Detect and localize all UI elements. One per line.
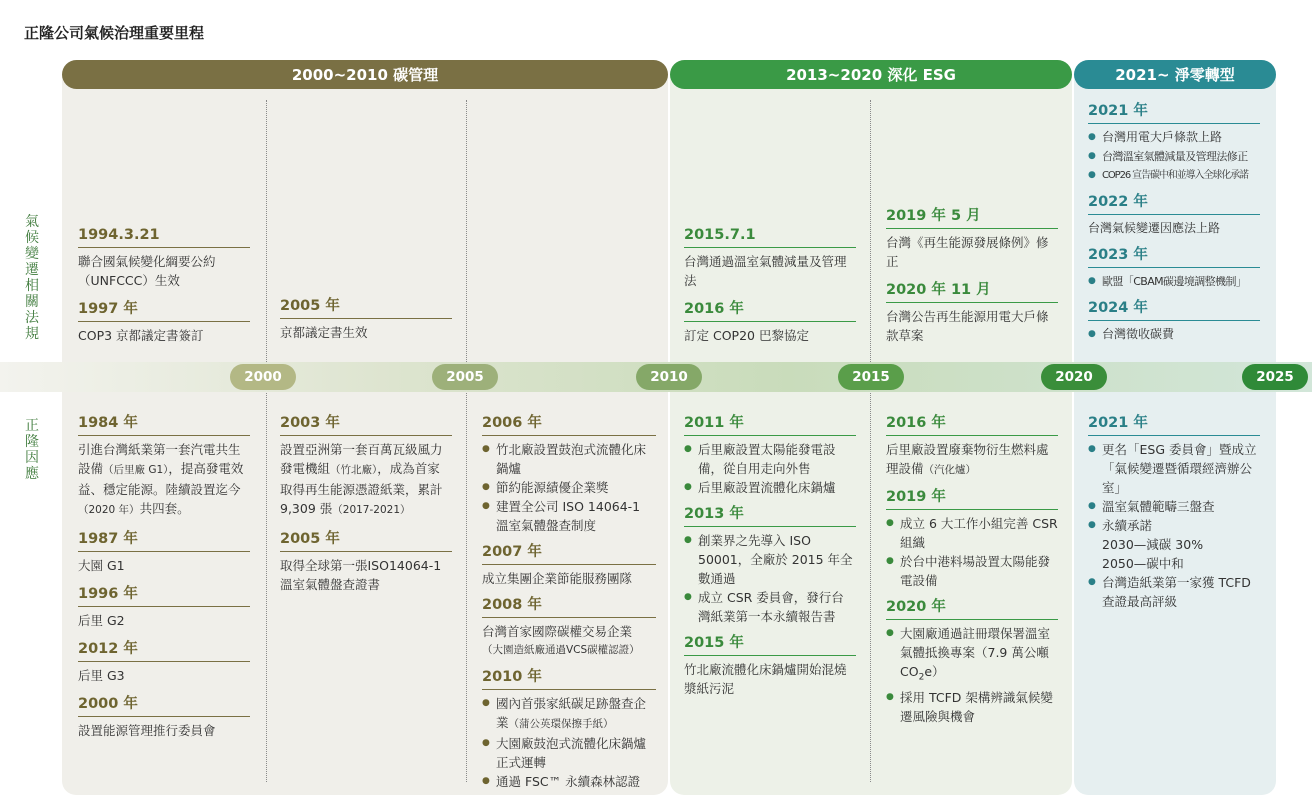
event-text: 設置能源管理推行委員會 [78, 723, 216, 738]
list-item: ● 成立 6 大工作小組完善 CSR 組織 [886, 514, 1058, 552]
timeline-year-2015: 2015 [838, 364, 904, 390]
event-list [482, 694, 656, 791]
resp-column-3 [482, 414, 656, 791]
event-year: 2008 年 [482, 596, 656, 618]
event-year: 2019 年 [886, 488, 1058, 510]
event-text: 后里 G2 [78, 613, 125, 628]
list-item: ● 成立 CSR 委員會，發行台灣紙業第一本永續報告書 [684, 588, 856, 626]
event-year: 2016 年 [886, 414, 1058, 436]
list-item: ● 竹北廠設置鼓泡式流體化床鍋爐 [482, 440, 656, 478]
list-item: ● 節約能源績優企業獎 [482, 478, 656, 497]
timeline-year-2025: 2025 [1242, 364, 1308, 390]
event-year: 2023 年 [1088, 246, 1260, 268]
resp-column-5 [886, 414, 1058, 726]
event-list [886, 624, 1058, 726]
reg-column-4 [684, 226, 856, 345]
list-item: ● 台灣造紙業第一家獲 TCFD 查證最高評級 [1088, 573, 1260, 611]
event-year: 1996 年 [78, 585, 250, 607]
event-list [1088, 325, 1260, 344]
event-year: 2024 年 [1088, 299, 1260, 321]
column-divider [466, 100, 467, 782]
list-item: ● 於台中港料場設置太陽能發電設備 [886, 552, 1058, 590]
event-text: 台灣首家國際碳權交易企業 [482, 624, 633, 639]
event-list [482, 440, 656, 535]
era-header-net-zero: 2021~ 淨零轉型 [1074, 60, 1276, 89]
column-divider [266, 100, 267, 782]
event-year: 2021 年 [1088, 414, 1260, 436]
resp-column-1 [78, 414, 250, 740]
event-year: 2005 年 [280, 530, 452, 552]
event-text: 竹北廠流體化床鍋爐開始混燒漿紙污泥 [684, 662, 847, 696]
event-year: 2000 年 [78, 695, 250, 717]
reg-column-5 [886, 207, 1058, 345]
side-label-response: 正隆因應 [25, 418, 39, 482]
list-item: ● 后里廠設置流體化床鍋爐 [684, 478, 856, 497]
timeline-year-2020: 2020 [1041, 364, 1107, 390]
event-year: 2016 年 [684, 300, 856, 322]
event-year: 2011 年 [684, 414, 856, 436]
page-title: 正隆公司氣候治理重要里程 [24, 24, 205, 42]
event-list [1088, 272, 1260, 291]
event-year: 2005 年 [280, 297, 452, 319]
list-item: ● 採用 TCFD 架構辨識氣候變遷風險與機會 [886, 688, 1058, 726]
commitment-2050: 2050—碳中和 [1102, 556, 1184, 571]
event-year: 2015 年 [684, 634, 856, 656]
event-year: 2015.7.1 [684, 226, 856, 248]
event-list [1088, 128, 1260, 185]
resp-column-6 [1088, 414, 1260, 611]
event-text: 京都議定書生效 [280, 325, 368, 340]
event-year: 2010 年 [482, 668, 656, 690]
event-year: 2007 年 [482, 543, 656, 565]
timeline-year-2000: 2000 [230, 364, 296, 390]
event-text: 台灣《再生能源發展條例》修正 [886, 235, 1049, 269]
event-year: 1984 年 [78, 414, 250, 436]
era-header-deepen-esg: 2013~2020 深化 ESG [670, 60, 1072, 89]
column-divider [870, 100, 871, 782]
event-year: 2022 年 [1088, 193, 1260, 215]
event-year: 2020 年 11 月 [886, 281, 1058, 303]
event-text: 后里 G3 [78, 668, 125, 683]
resp-column-2 [280, 414, 452, 594]
event-text: COP3 京都議定書簽訂 [78, 328, 204, 343]
event-list [684, 440, 856, 497]
event-note: （大園造紙廠通過VCS碳權認證） [482, 644, 640, 656]
event-list [1088, 440, 1260, 611]
resp-column-4 [684, 414, 856, 698]
event-year: 2019 年 5 月 [886, 207, 1058, 229]
list-item: ● 歐盟「CBAM碳邊境調整機制」 [1088, 272, 1260, 291]
reg-column-2 [280, 297, 452, 342]
event-text: 大園 G1 [78, 558, 125, 573]
list-item: ● 台灣用電大戶條款上路 [1088, 128, 1260, 147]
event-text: 后里廠設置廢棄物衍生燃料處理設備（汽化爐） [886, 442, 1049, 476]
list-item: ● 更名「ESG 委員會」暨成立「氣候變遷暨循環經濟辦公室」 [1088, 440, 1260, 497]
reg-column-1 [78, 226, 250, 345]
era-header-carbon-management: 2000~2010 碳管理 [62, 60, 668, 89]
event-text: 設置亞洲第一套百萬瓦級風力發電機組（竹北廠），成為首家取得再生能源憑證紙業，累計 9,309 張（2017-2021） [280, 442, 443, 516]
list-item: ● 大園廠通過註冊環保署溫室氣體抵換專案（7.9 萬公噸 $CO_2e$） [886, 624, 1058, 688]
list-item: ● 大園廠鼓泡式流體化床鍋爐正式運轉 [482, 734, 656, 772]
event-text: 台灣公告再生能源用電大戶條款草案 [886, 309, 1049, 343]
event-year: 2013 年 [684, 505, 856, 527]
event-year: 1987 年 [78, 530, 250, 552]
event-year: 2021 年 [1088, 102, 1260, 124]
list-item: ● 后里廠設置太陽能發電設備，從自用走向外售 [684, 440, 856, 478]
event-text: 取得全球第一張ISO14064-1溫室氣體盤查證書 [280, 558, 442, 592]
list-item: ● 永續承諾 2030—減碳 30% 2050—碳中和 [1088, 516, 1260, 573]
list-item: ● 國內首張家紙碳足跡盤查企業（蒲公英環保擦手紙） [482, 694, 656, 734]
list-item: ● COP26 宣告碳中和並導入全球化承諾 [1088, 166, 1260, 185]
list-item: ● 通過 FSC™ 永續森林認證 [482, 772, 656, 791]
reg-column-6 [1088, 102, 1260, 344]
side-label-regulations: 氣候變遷相關法規 [25, 214, 39, 342]
timeline-year-2005: 2005 [432, 364, 498, 390]
event-list [886, 514, 1058, 590]
timeline-year-2010: 2010 [636, 364, 702, 390]
event-year: 2006 年 [482, 414, 656, 436]
event-text: 成立集團企業節能服務團隊 [482, 571, 633, 586]
event-text: 台灣通過溫室氣體減量及管理法 [684, 254, 847, 288]
list-item: ● 台灣溫室氣體減量及管理法修正 [1088, 147, 1260, 166]
event-year: 2012 年 [78, 640, 250, 662]
commitment-2030: 2030—減碳 30% [1102, 537, 1204, 552]
list-item: ● 建置全公司 ISO 14064-1 溫室氣體盤查制度 [482, 497, 656, 535]
event-text: 引進台灣紙業第一套汽電共生設備（后里廠 G1），提高發電效益、穩定能源。陸續設置迄今（2020 年）共四套。 [78, 442, 244, 516]
list-item: ● 創業界之先導入 ISO 50001，全廠於 2015 年全數通過 [684, 531, 856, 588]
event-text: 台灣氣候變遷因應法上路 [1088, 221, 1221, 235]
event-year: 1997 年 [78, 300, 250, 322]
event-year: 1994.3.21 [78, 226, 250, 248]
event-text: 訂定 COP20 巴黎協定 [684, 328, 809, 343]
event-text: 聯合國氣候變化綱要公約（UNFCCC）生效 [78, 254, 216, 288]
list-item: ● 台灣徵收碳費 [1088, 325, 1260, 344]
event-year: 2020 年 [886, 598, 1058, 620]
event-list [684, 531, 856, 626]
list-item: ● 溫室氣體範疇三盤查 [1088, 497, 1260, 516]
event-year: 2003 年 [280, 414, 452, 436]
